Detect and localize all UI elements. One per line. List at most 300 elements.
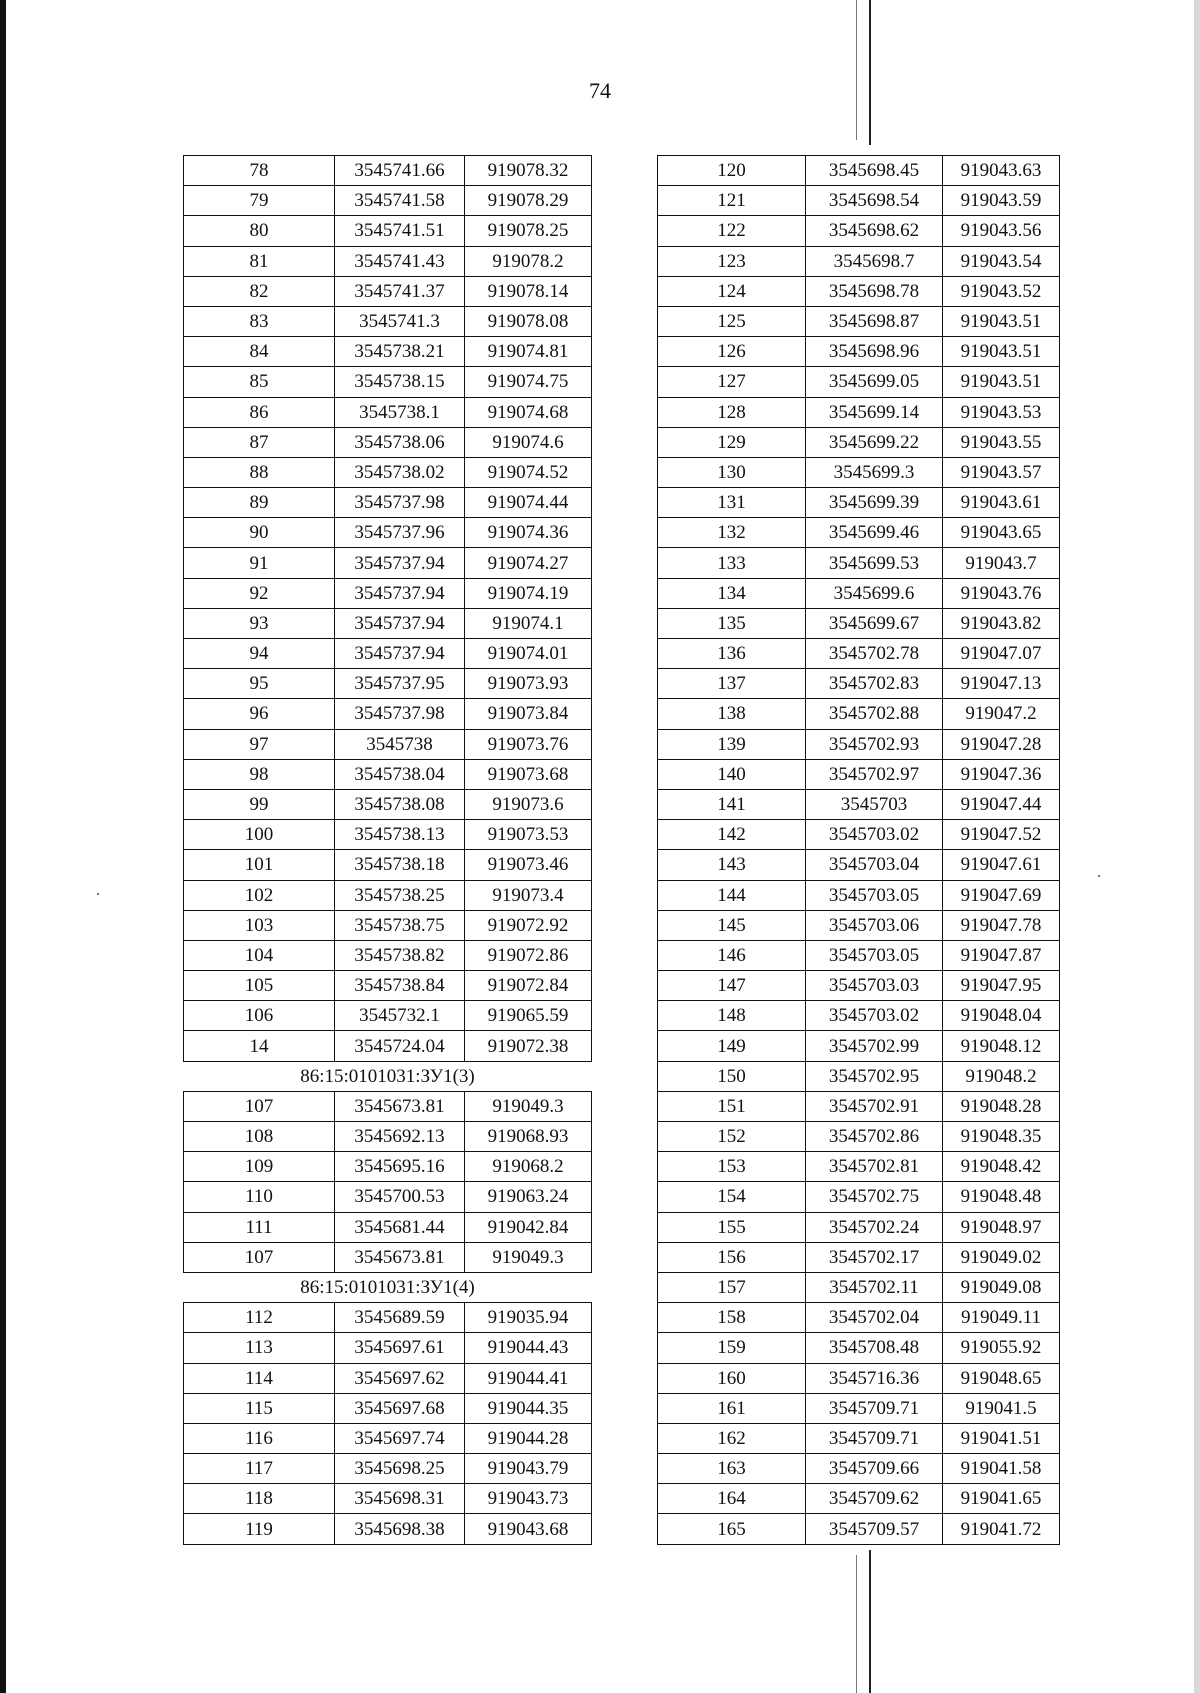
point-number-cell: 127 bbox=[658, 367, 806, 397]
x-coordinate-cell: 3545698.87 bbox=[806, 306, 943, 336]
coordinate-row bbox=[184, 850, 592, 880]
y-coordinate-cell: 919074.36 bbox=[465, 518, 592, 548]
y-coordinate-cell: 919047.61 bbox=[943, 850, 1060, 880]
point-number-cell: 111 bbox=[184, 1212, 335, 1242]
y-coordinate-cell: 919044.41 bbox=[465, 1363, 592, 1393]
coordinate-row bbox=[658, 367, 1060, 397]
coordinate-row bbox=[658, 789, 1060, 819]
coordinate-row bbox=[184, 548, 592, 578]
x-coordinate-cell: 3545699.3 bbox=[806, 457, 943, 487]
parcel-section-row bbox=[184, 1272, 592, 1302]
y-coordinate-cell: 919041.58 bbox=[943, 1454, 1060, 1484]
point-number-cell: 162 bbox=[658, 1423, 806, 1453]
y-coordinate-cell: 919043.51 bbox=[943, 367, 1060, 397]
coordinate-row bbox=[184, 186, 592, 216]
point-number-cell: 155 bbox=[658, 1212, 806, 1242]
x-coordinate-cell: 3545702.11 bbox=[806, 1272, 943, 1302]
x-coordinate-cell: 3545699.05 bbox=[806, 367, 943, 397]
coordinate-row bbox=[658, 669, 1060, 699]
coordinate-row bbox=[658, 639, 1060, 669]
x-coordinate-cell: 3545709.57 bbox=[806, 1514, 943, 1544]
x-coordinate-cell: 3545698.54 bbox=[806, 186, 943, 216]
y-coordinate-cell: 919068.93 bbox=[465, 1122, 592, 1152]
point-number-cell: 152 bbox=[658, 1122, 806, 1152]
point-number-cell: 90 bbox=[184, 518, 335, 548]
y-coordinate-cell: 919073.93 bbox=[465, 669, 592, 699]
coordinate-row bbox=[658, 1303, 1060, 1333]
x-coordinate-cell: 3545702.99 bbox=[806, 1031, 943, 1061]
coordinate-row bbox=[184, 1182, 592, 1212]
point-number-cell: 133 bbox=[658, 548, 806, 578]
y-coordinate-cell: 919041.51 bbox=[943, 1423, 1060, 1453]
point-number-cell: 109 bbox=[184, 1152, 335, 1182]
y-coordinate-cell: 919044.43 bbox=[465, 1333, 592, 1363]
coordinate-row bbox=[658, 880, 1060, 910]
y-coordinate-cell: 919048.28 bbox=[943, 1091, 1060, 1121]
coordinate-row bbox=[658, 971, 1060, 1001]
y-coordinate-cell: 919074.68 bbox=[465, 397, 592, 427]
x-coordinate-cell: 3545702.88 bbox=[806, 699, 943, 729]
point-number-cell: 100 bbox=[184, 820, 335, 850]
coordinate-row bbox=[658, 457, 1060, 487]
y-coordinate-cell: 919073.76 bbox=[465, 729, 592, 759]
x-coordinate-cell: 3545738.04 bbox=[335, 759, 465, 789]
point-number-cell: 84 bbox=[184, 337, 335, 367]
coordinate-row bbox=[184, 820, 592, 850]
point-number-cell: 146 bbox=[658, 940, 806, 970]
point-number-cell: 120 bbox=[658, 156, 806, 186]
point-number-cell: 140 bbox=[658, 759, 806, 789]
x-coordinate-cell: 3545724.04 bbox=[335, 1031, 465, 1061]
x-coordinate-cell: 3545702.24 bbox=[806, 1212, 943, 1242]
point-number-cell: 114 bbox=[184, 1363, 335, 1393]
binding-line-top bbox=[869, 0, 871, 145]
coordinate-row bbox=[658, 548, 1060, 578]
point-number-cell: 112 bbox=[184, 1303, 335, 1333]
point-number-cell: 92 bbox=[184, 578, 335, 608]
point-number-cell: 119 bbox=[184, 1514, 335, 1544]
coordinate-row bbox=[184, 1423, 592, 1453]
x-coordinate-cell: 3545703.05 bbox=[806, 880, 943, 910]
x-coordinate-cell: 3545699.67 bbox=[806, 608, 943, 638]
point-number-cell: 145 bbox=[658, 910, 806, 940]
y-coordinate-cell: 919047.87 bbox=[943, 940, 1060, 970]
scan-left-edge bbox=[0, 0, 6, 1693]
coordinate-row bbox=[658, 1031, 1060, 1061]
coordinate-row bbox=[184, 1484, 592, 1514]
point-number-cell: 118 bbox=[184, 1484, 335, 1514]
y-coordinate-cell: 919074.01 bbox=[465, 639, 592, 669]
y-coordinate-cell: 919043.53 bbox=[943, 397, 1060, 427]
y-coordinate-cell: 919073.4 bbox=[465, 880, 592, 910]
point-number-cell: 159 bbox=[658, 1333, 806, 1363]
coordinate-row bbox=[658, 608, 1060, 638]
x-coordinate-cell: 3545697.74 bbox=[335, 1423, 465, 1453]
x-coordinate-cell: 3545741.3 bbox=[335, 306, 465, 336]
point-number-cell: 147 bbox=[658, 971, 806, 1001]
x-coordinate-cell: 3545698.62 bbox=[806, 216, 943, 246]
point-number-cell: 87 bbox=[184, 427, 335, 457]
x-coordinate-cell: 3545699.39 bbox=[806, 488, 943, 518]
point-number-cell: 78 bbox=[184, 156, 335, 186]
point-number-cell: 93 bbox=[184, 608, 335, 638]
coordinate-row bbox=[658, 276, 1060, 306]
coordinate-row bbox=[658, 1272, 1060, 1302]
coordinate-row bbox=[184, 276, 592, 306]
x-coordinate-cell: 3545741.66 bbox=[335, 156, 465, 186]
y-coordinate-cell: 919048.65 bbox=[943, 1363, 1060, 1393]
parcel-label: 86:15:0101031:ЗУ1(4) bbox=[184, 1272, 592, 1302]
point-number-cell: 81 bbox=[184, 246, 335, 276]
coordinate-row bbox=[658, 1423, 1060, 1453]
x-coordinate-cell: 3545709.66 bbox=[806, 1454, 943, 1484]
y-coordinate-cell: 919065.59 bbox=[465, 1001, 592, 1031]
x-coordinate-cell: 3545737.98 bbox=[335, 699, 465, 729]
point-number-cell: 104 bbox=[184, 940, 335, 970]
x-coordinate-cell: 3545708.48 bbox=[806, 1333, 943, 1363]
point-number-cell: 154 bbox=[658, 1182, 806, 1212]
x-coordinate-cell: 3545698.78 bbox=[806, 276, 943, 306]
coordinate-row bbox=[658, 1001, 1060, 1031]
point-number-cell: 107 bbox=[184, 1091, 335, 1121]
point-number-cell: 165 bbox=[658, 1514, 806, 1544]
y-coordinate-cell: 919072.92 bbox=[465, 910, 592, 940]
point-number-cell: 116 bbox=[184, 1423, 335, 1453]
x-coordinate-cell: 3545703.05 bbox=[806, 940, 943, 970]
point-number-cell: 98 bbox=[184, 759, 335, 789]
y-coordinate-cell: 919049.3 bbox=[465, 1242, 592, 1272]
coordinate-row bbox=[184, 518, 592, 548]
coordinate-row bbox=[184, 397, 592, 427]
y-coordinate-cell: 919073.53 bbox=[465, 820, 592, 850]
point-number-cell: 131 bbox=[658, 488, 806, 518]
x-coordinate-cell: 3545698.45 bbox=[806, 156, 943, 186]
y-coordinate-cell: 919041.72 bbox=[943, 1514, 1060, 1544]
y-coordinate-cell: 919035.94 bbox=[465, 1303, 592, 1333]
y-coordinate-cell: 919047.07 bbox=[943, 639, 1060, 669]
coordinate-row bbox=[658, 1333, 1060, 1363]
x-coordinate-cell: 3545702.17 bbox=[806, 1242, 943, 1272]
coordinates-table-right-body bbox=[658, 156, 1060, 1545]
y-coordinate-cell: 919048.12 bbox=[943, 1031, 1060, 1061]
y-coordinate-cell: 919043.56 bbox=[943, 216, 1060, 246]
point-number-cell: 83 bbox=[184, 306, 335, 336]
point-number-cell: 113 bbox=[184, 1333, 335, 1363]
point-number-cell: 151 bbox=[658, 1091, 806, 1121]
point-number-cell: 88 bbox=[184, 457, 335, 487]
point-number-cell: 163 bbox=[658, 1454, 806, 1484]
y-coordinate-cell: 919043.51 bbox=[943, 337, 1060, 367]
point-number-cell: 126 bbox=[658, 337, 806, 367]
x-coordinate-cell: 3545702.91 bbox=[806, 1091, 943, 1121]
x-coordinate-cell: 3545738.15 bbox=[335, 367, 465, 397]
coordinate-row bbox=[184, 1242, 592, 1272]
point-number-cell: 95 bbox=[184, 669, 335, 699]
point-number-cell: 117 bbox=[184, 1454, 335, 1484]
coordinate-row bbox=[184, 1091, 592, 1121]
y-coordinate-cell: 919043.65 bbox=[943, 518, 1060, 548]
coordinate-row bbox=[658, 1152, 1060, 1182]
coordinate-row bbox=[184, 488, 592, 518]
point-number-cell: 101 bbox=[184, 850, 335, 880]
coordinate-row bbox=[658, 759, 1060, 789]
y-coordinate-cell: 919041.65 bbox=[943, 1484, 1060, 1514]
y-coordinate-cell: 919048.48 bbox=[943, 1182, 1060, 1212]
x-coordinate-cell: 3545709.71 bbox=[806, 1393, 943, 1423]
coordinate-row bbox=[658, 488, 1060, 518]
y-coordinate-cell: 919047.95 bbox=[943, 971, 1060, 1001]
coordinate-row bbox=[184, 1212, 592, 1242]
x-coordinate-cell: 3545698.38 bbox=[335, 1514, 465, 1544]
x-coordinate-cell: 3545698.31 bbox=[335, 1484, 465, 1514]
point-number-cell: 148 bbox=[658, 1001, 806, 1031]
y-coordinate-cell: 919043.59 bbox=[943, 186, 1060, 216]
x-coordinate-cell: 3545702.83 bbox=[806, 669, 943, 699]
point-number-cell: 105 bbox=[184, 971, 335, 1001]
y-coordinate-cell: 919073.84 bbox=[465, 699, 592, 729]
coordinate-row bbox=[184, 880, 592, 910]
point-number-cell: 99 bbox=[184, 789, 335, 819]
coordinate-row bbox=[658, 1514, 1060, 1544]
coordinate-row bbox=[184, 971, 592, 1001]
y-coordinate-cell: 919047.13 bbox=[943, 669, 1060, 699]
x-coordinate-cell: 3545738.1 bbox=[335, 397, 465, 427]
x-coordinate-cell: 3545732.1 bbox=[335, 1001, 465, 1031]
point-number-cell: 156 bbox=[658, 1242, 806, 1272]
y-coordinate-cell: 919072.38 bbox=[465, 1031, 592, 1061]
y-coordinate-cell: 919044.28 bbox=[465, 1423, 592, 1453]
coordinate-row bbox=[184, 457, 592, 487]
y-coordinate-cell: 919074.1 bbox=[465, 608, 592, 638]
x-coordinate-cell: 3545673.81 bbox=[335, 1091, 465, 1121]
point-number-cell: 122 bbox=[658, 216, 806, 246]
coordinate-row bbox=[184, 306, 592, 336]
coordinate-row bbox=[184, 729, 592, 759]
coordinate-row bbox=[184, 1122, 592, 1152]
y-coordinate-cell: 919078.32 bbox=[465, 156, 592, 186]
y-coordinate-cell: 919074.19 bbox=[465, 578, 592, 608]
point-number-cell: 96 bbox=[184, 699, 335, 729]
x-coordinate-cell: 3545703.02 bbox=[806, 820, 943, 850]
x-coordinate-cell: 3545709.62 bbox=[806, 1484, 943, 1514]
point-number-cell: 132 bbox=[658, 518, 806, 548]
y-coordinate-cell: 919043.82 bbox=[943, 608, 1060, 638]
y-coordinate-cell: 919044.35 bbox=[465, 1393, 592, 1423]
y-coordinate-cell: 919047.52 bbox=[943, 820, 1060, 850]
point-number-cell: 160 bbox=[658, 1363, 806, 1393]
x-coordinate-cell: 3545702.97 bbox=[806, 759, 943, 789]
point-number-cell: 123 bbox=[658, 246, 806, 276]
point-number-cell: 89 bbox=[184, 488, 335, 518]
coordinate-row bbox=[658, 940, 1060, 970]
x-coordinate-cell: 3545702.95 bbox=[806, 1061, 943, 1091]
coordinate-row bbox=[658, 1091, 1060, 1121]
coordinate-row bbox=[658, 397, 1060, 427]
x-coordinate-cell: 3545697.68 bbox=[335, 1393, 465, 1423]
x-coordinate-cell: 3545738 bbox=[335, 729, 465, 759]
y-coordinate-cell: 919049.11 bbox=[943, 1303, 1060, 1333]
y-coordinate-cell: 919043.76 bbox=[943, 578, 1060, 608]
y-coordinate-cell: 919043.79 bbox=[465, 1454, 592, 1484]
point-number-cell: 107 bbox=[184, 1242, 335, 1272]
y-coordinate-cell: 919074.27 bbox=[465, 548, 592, 578]
parcel-section-row bbox=[184, 1061, 592, 1091]
coordinate-row bbox=[184, 1363, 592, 1393]
point-number-cell: 85 bbox=[184, 367, 335, 397]
coordinate-row bbox=[658, 1212, 1060, 1242]
coordinate-row bbox=[658, 729, 1060, 759]
y-coordinate-cell: 919043.54 bbox=[943, 246, 1060, 276]
binding-line-bottom bbox=[869, 1550, 871, 1693]
coordinate-row bbox=[184, 367, 592, 397]
coordinate-row bbox=[658, 850, 1060, 880]
x-coordinate-cell: 3545737.94 bbox=[335, 608, 465, 638]
coordinate-row bbox=[184, 608, 592, 638]
point-number-cell: 129 bbox=[658, 427, 806, 457]
coordinates-table-left bbox=[183, 155, 592, 1545]
y-coordinate-cell: 919073.46 bbox=[465, 850, 592, 880]
x-coordinate-cell: 3545699.53 bbox=[806, 548, 943, 578]
x-coordinate-cell: 3545703.04 bbox=[806, 850, 943, 880]
x-coordinate-cell: 3545738.18 bbox=[335, 850, 465, 880]
coordinate-row bbox=[658, 1242, 1060, 1272]
x-coordinate-cell: 3545737.94 bbox=[335, 578, 465, 608]
y-coordinate-cell: 919041.5 bbox=[943, 1393, 1060, 1423]
y-coordinate-cell: 919048.42 bbox=[943, 1152, 1060, 1182]
scan-speck bbox=[97, 893, 99, 895]
coordinate-row bbox=[658, 1122, 1060, 1152]
x-coordinate-cell: 3545698.25 bbox=[335, 1454, 465, 1484]
point-number-cell: 157 bbox=[658, 1272, 806, 1302]
coordinate-row bbox=[658, 578, 1060, 608]
point-number-cell: 110 bbox=[184, 1182, 335, 1212]
coordinate-row bbox=[184, 1393, 592, 1423]
y-coordinate-cell: 919043.73 bbox=[465, 1484, 592, 1514]
scan-right-edge bbox=[1194, 0, 1200, 1693]
point-number-cell: 103 bbox=[184, 910, 335, 940]
x-coordinate-cell: 3545709.71 bbox=[806, 1423, 943, 1453]
y-coordinate-cell: 919043.63 bbox=[943, 156, 1060, 186]
point-number-cell: 161 bbox=[658, 1393, 806, 1423]
coordinate-row bbox=[184, 910, 592, 940]
x-coordinate-cell: 3545697.61 bbox=[335, 1333, 465, 1363]
x-coordinate-cell: 3545703.06 bbox=[806, 910, 943, 940]
coordinate-row bbox=[184, 1454, 592, 1484]
y-coordinate-cell: 919073.68 bbox=[465, 759, 592, 789]
y-coordinate-cell: 919048.04 bbox=[943, 1001, 1060, 1031]
point-number-cell: 80 bbox=[184, 216, 335, 246]
x-coordinate-cell: 3545692.13 bbox=[335, 1122, 465, 1152]
x-coordinate-cell: 3545689.59 bbox=[335, 1303, 465, 1333]
scan-speck bbox=[1098, 875, 1100, 877]
x-coordinate-cell: 3545702.86 bbox=[806, 1122, 943, 1152]
point-number-cell: 102 bbox=[184, 880, 335, 910]
x-coordinate-cell: 3545738.13 bbox=[335, 820, 465, 850]
parcel-label: 86:15:0101031:ЗУ1(3) bbox=[184, 1061, 592, 1091]
x-coordinate-cell: 3545702.78 bbox=[806, 639, 943, 669]
x-coordinate-cell: 3545700.53 bbox=[335, 1182, 465, 1212]
x-coordinate-cell: 3545699.14 bbox=[806, 397, 943, 427]
x-coordinate-cell: 3545737.96 bbox=[335, 518, 465, 548]
y-coordinate-cell: 919072.84 bbox=[465, 971, 592, 1001]
coordinate-row bbox=[658, 1363, 1060, 1393]
point-number-cell: 144 bbox=[658, 880, 806, 910]
x-coordinate-cell: 3545699.6 bbox=[806, 578, 943, 608]
x-coordinate-cell: 3545702.81 bbox=[806, 1152, 943, 1182]
point-number-cell: 153 bbox=[658, 1152, 806, 1182]
point-number-cell: 138 bbox=[658, 699, 806, 729]
point-number-cell: 164 bbox=[658, 1484, 806, 1514]
x-coordinate-cell: 3545738.06 bbox=[335, 427, 465, 457]
y-coordinate-cell: 919078.14 bbox=[465, 276, 592, 306]
x-coordinate-cell: 3545737.94 bbox=[335, 639, 465, 669]
coordinate-row bbox=[658, 216, 1060, 246]
y-coordinate-cell: 919049.02 bbox=[943, 1242, 1060, 1272]
y-coordinate-cell: 919078.25 bbox=[465, 216, 592, 246]
y-coordinate-cell: 919042.84 bbox=[465, 1212, 592, 1242]
x-coordinate-cell: 3545698.96 bbox=[806, 337, 943, 367]
x-coordinate-cell: 3545741.51 bbox=[335, 216, 465, 246]
coordinate-row bbox=[658, 1393, 1060, 1423]
y-coordinate-cell: 919063.24 bbox=[465, 1182, 592, 1212]
x-coordinate-cell: 3545738.25 bbox=[335, 880, 465, 910]
y-coordinate-cell: 919047.36 bbox=[943, 759, 1060, 789]
point-number-cell: 14 bbox=[184, 1031, 335, 1061]
y-coordinate-cell: 919043.61 bbox=[943, 488, 1060, 518]
coordinate-row bbox=[184, 246, 592, 276]
x-coordinate-cell: 3545738.02 bbox=[335, 457, 465, 487]
point-number-cell: 106 bbox=[184, 1001, 335, 1031]
y-coordinate-cell: 919072.86 bbox=[465, 940, 592, 970]
page-number: 74 bbox=[589, 78, 611, 103]
x-coordinate-cell: 3545737.94 bbox=[335, 548, 465, 578]
y-coordinate-cell: 919047.78 bbox=[943, 910, 1060, 940]
point-number-cell: 82 bbox=[184, 276, 335, 306]
coordinate-row bbox=[184, 1001, 592, 1031]
y-coordinate-cell: 919043.7 bbox=[943, 548, 1060, 578]
x-coordinate-cell: 3545738.82 bbox=[335, 940, 465, 970]
x-coordinate-cell: 3545702.75 bbox=[806, 1182, 943, 1212]
x-coordinate-cell: 3545699.22 bbox=[806, 427, 943, 457]
y-coordinate-cell: 919074.6 bbox=[465, 427, 592, 457]
coordinate-row bbox=[658, 427, 1060, 457]
coordinate-row bbox=[658, 186, 1060, 216]
point-number-cell: 142 bbox=[658, 820, 806, 850]
point-number-cell: 91 bbox=[184, 548, 335, 578]
point-number-cell: 130 bbox=[658, 457, 806, 487]
y-coordinate-cell: 919048.2 bbox=[943, 1061, 1060, 1091]
x-coordinate-cell: 3545741.43 bbox=[335, 246, 465, 276]
point-number-cell: 139 bbox=[658, 729, 806, 759]
x-coordinate-cell: 3545695.16 bbox=[335, 1152, 465, 1182]
x-coordinate-cell: 3545738.08 bbox=[335, 789, 465, 819]
y-coordinate-cell: 919047.28 bbox=[943, 729, 1060, 759]
coordinate-row bbox=[658, 1484, 1060, 1514]
point-number-cell: 125 bbox=[658, 306, 806, 336]
coordinate-row bbox=[658, 910, 1060, 940]
x-coordinate-cell: 3545716.36 bbox=[806, 1363, 943, 1393]
y-coordinate-cell: 919078.2 bbox=[465, 246, 592, 276]
coordinate-row bbox=[658, 246, 1060, 276]
y-coordinate-cell: 919048.97 bbox=[943, 1212, 1060, 1242]
point-number-cell: 137 bbox=[658, 669, 806, 699]
y-coordinate-cell: 919068.2 bbox=[465, 1152, 592, 1182]
coordinate-row bbox=[658, 306, 1060, 336]
coordinate-row bbox=[658, 1061, 1060, 1091]
binding-line-top-thin bbox=[856, 0, 857, 140]
coordinate-row bbox=[184, 216, 592, 246]
y-coordinate-cell: 919043.55 bbox=[943, 427, 1060, 457]
